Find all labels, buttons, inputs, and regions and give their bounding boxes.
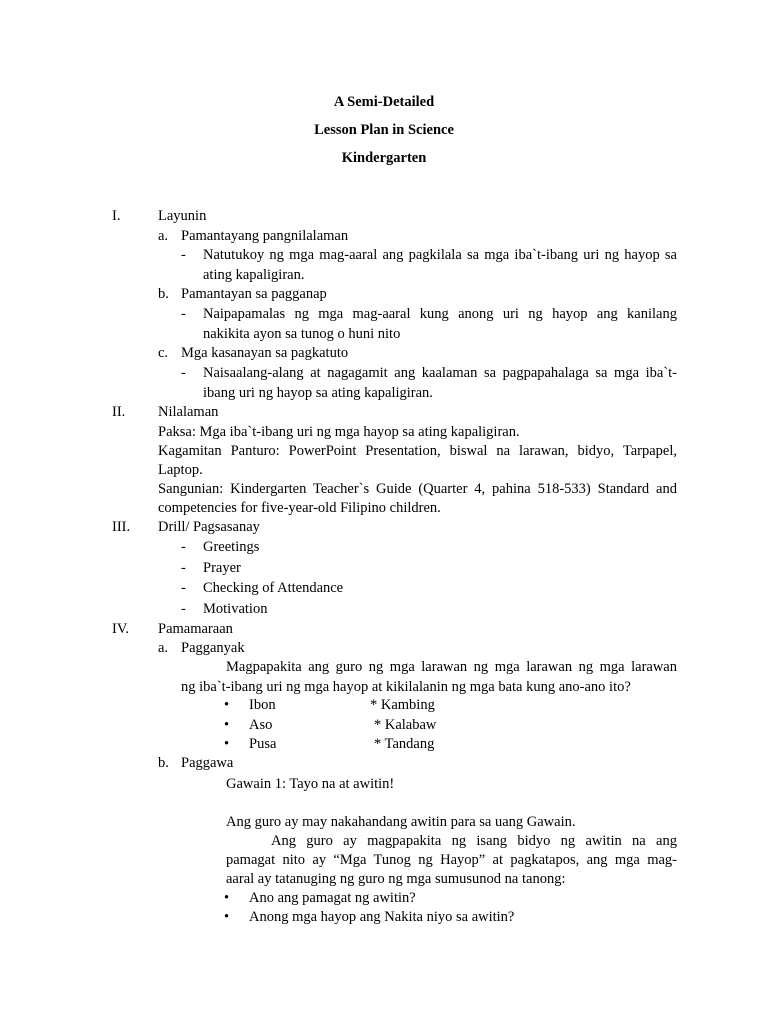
question-bullet: •	[224, 890, 230, 906]
question-bullet: •	[224, 909, 230, 925]
gawain-title: Gawain 1: Tayo na at awitin!	[226, 776, 395, 792]
title-line-2: Lesson Plan in Science	[314, 122, 454, 138]
animal-item: * Kambing	[370, 697, 435, 713]
section-1c-dash: -	[181, 365, 186, 381]
section-1a-letter: a.	[158, 228, 169, 244]
drill-item: Prayer	[203, 560, 241, 576]
section-1b-letter: b.	[158, 286, 169, 302]
animal-bullet: •	[224, 736, 230, 752]
section-1a-dash: -	[181, 247, 186, 263]
section-1b-label: Pamantayan sa pagganap	[181, 286, 327, 302]
section-2-paksa: Paksa: Mga iba`t-ibang uri ng mga hayop sa ating kapaligiran.	[158, 424, 520, 440]
section-1b-text-line-2: nakikita ayon sa tunog o huni nito	[203, 326, 401, 342]
drill-dash: -	[181, 560, 186, 576]
section-1-numeral: I.	[112, 208, 121, 224]
section-4a-letter: a.	[158, 640, 169, 656]
section-1c-letter: c.	[158, 345, 169, 361]
section-1a-text-line-2: ating kapaligiran.	[203, 267, 305, 283]
section-1c-label: Mga kasanayan sa pagkatuto	[181, 345, 349, 361]
paragraph-line-3: aaral ay tatanuging ng guro ng mga sumusunod na tanong:	[226, 871, 566, 887]
animal-bullet: •	[224, 717, 230, 733]
section-4-heading: Pamamaraan	[158, 621, 233, 637]
section-1c-text-line-2: ibang uri ng hayop sa ating kapaligiran.	[203, 385, 433, 401]
section-4a-label: Pagganyak	[181, 640, 245, 656]
section-1a-text-line-1: Natutukoy ng mga mag-aaral ang pagkilala sa mga iba`t-ibang uri ng hayop sa	[203, 247, 677, 263]
animal-item: Pusa	[249, 736, 277, 752]
title-line-3: Kindergarten	[341, 150, 427, 166]
section-4b-letter: b.	[158, 755, 169, 771]
drill-dash: -	[181, 601, 186, 617]
section-2-kagamitan-line-2: Laptop.	[158, 462, 203, 478]
section-1b-text-line-1: Naipapamalas ng mga mag-aaral kung anong uri ng hayop ang kanilang	[203, 306, 677, 322]
animal-item: Aso	[249, 717, 273, 733]
section-1a-label: Pamantayang pangnilalaman	[181, 228, 349, 244]
animal-item: Ibon	[249, 697, 276, 713]
animal-bullet: •	[224, 697, 230, 713]
paragraph-line-2: pamagat nito ay “Mga Tunog ng Hayop” at pagkatapos, ang mga mag-	[226, 852, 677, 868]
paragraph-line-1: Ang guro ay magpapakita ng isang bidyo ng awitin na ang	[271, 833, 677, 849]
section-2-kagamitan-line-1: Kagamitan Panturo: PowerPoint Presentation, biswal na larawan, bidyo, Tarpapel,	[158, 443, 677, 459]
question-item: Ano ang pamagat ng awitin?	[249, 890, 416, 906]
drill-item: Checking of Attendance	[203, 580, 344, 596]
section-1b-dash: -	[181, 306, 186, 322]
section-4b-label: Paggawa	[181, 755, 234, 771]
drill-item: Greetings	[203, 539, 260, 555]
section-1-heading: Layunin	[158, 208, 207, 224]
section-1c-text-line-1: Naisaalang-alang at nagagamit ang kaalaman sa pagpapahalaga sa mga iba`t-	[203, 365, 677, 381]
section-2-numeral: II.	[112, 404, 126, 420]
section-3-numeral: III.	[112, 519, 131, 535]
section-4a-text-line-2: ng iba`t-ibang uri ng mga hayop at kikilalanin ng mga bata kung ano-ano ito?	[181, 679, 631, 695]
title-line-1: A Semi-Detailed	[333, 94, 435, 110]
animal-item: * Tandang	[374, 736, 435, 752]
question-item: Anong mga hayop ang Nakita niyo sa awitin?	[249, 909, 515, 925]
section-2-sanggunian-line-1: Sangunian: Kindergarten Teacher`s Guide (Quarter 4, pahina 518-533) Standard and	[158, 481, 677, 497]
section-2-heading: Nilalaman	[158, 404, 219, 420]
drill-dash: -	[181, 580, 186, 596]
section-4a-text-line-1: Magpapakita ang guro ng mga larawan ng mga larawan ng mga larawan	[226, 659, 677, 675]
section-4-numeral: IV.	[112, 621, 130, 637]
section-2-sanggunian-line-2: competencies for five-year-old Filipino children.	[158, 500, 441, 516]
guro-line: Ang guro ay may nakahandang awitin para sa uang Gawain.	[226, 814, 576, 830]
drill-dash: -	[181, 539, 186, 555]
drill-item: Motivation	[203, 601, 268, 617]
section-3-heading: Drill/ Pagsasanay	[158, 519, 260, 535]
animal-item: * Kalabaw	[374, 717, 437, 733]
